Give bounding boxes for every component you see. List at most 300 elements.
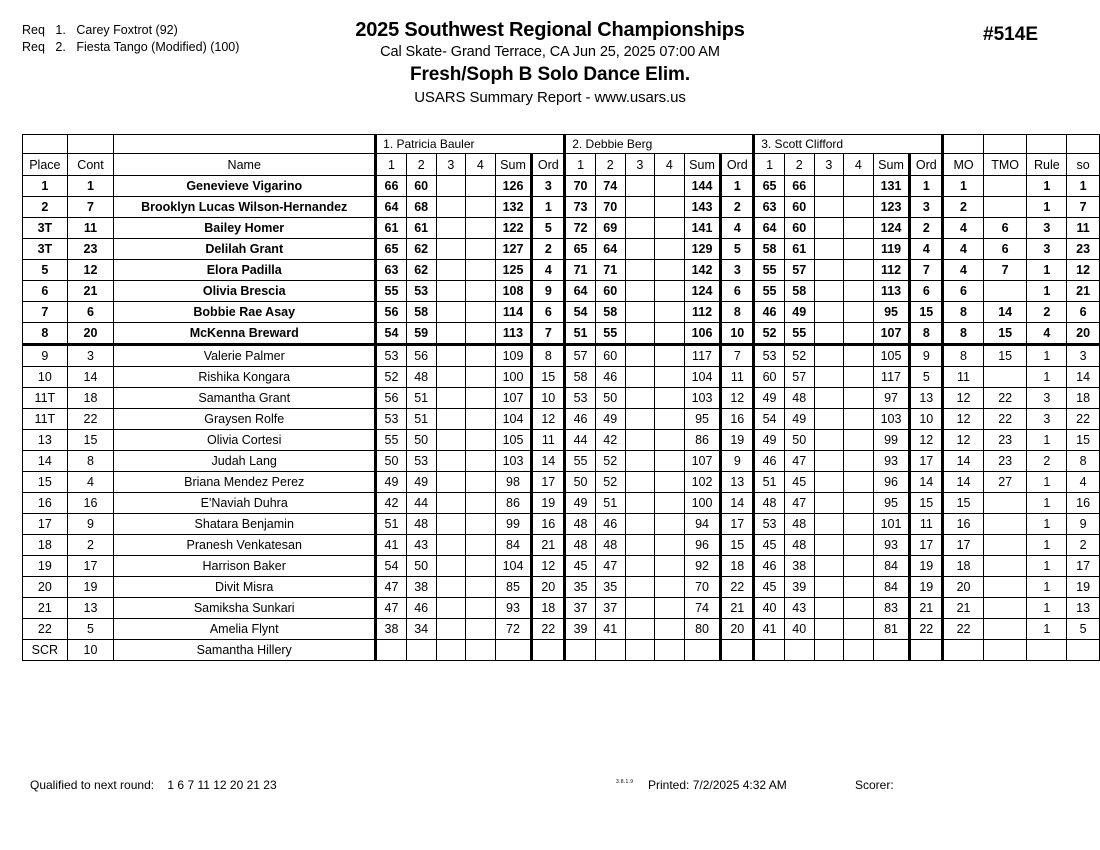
cell-j3-sum: 112	[873, 260, 910, 281]
cell-j1-sum: 93	[495, 598, 532, 619]
cell-j1-sum: 104	[495, 556, 532, 577]
cell-j2-ord: 22	[721, 577, 754, 598]
spacer-cell	[983, 135, 1027, 154]
table-row[interactable]	[23, 197, 1100, 218]
cell-j1-score4	[466, 598, 496, 619]
cell-j3-score1: 49	[754, 430, 785, 451]
cell-j3-sum: 123	[873, 197, 910, 218]
cell-j1-score3	[436, 556, 466, 577]
cell-cont: 15	[67, 430, 114, 451]
cell-j3-score4	[844, 472, 874, 493]
cell-j2-sum: 80	[684, 619, 721, 640]
cell-j3-score1: 54	[754, 409, 785, 430]
cell-j1-score2: 62	[406, 260, 436, 281]
cell-j2-score1: 53	[565, 388, 596, 409]
cell-j2-ord: 16	[721, 409, 754, 430]
cell-place: 18	[23, 535, 68, 556]
cell-j3-ord: 17	[910, 535, 943, 556]
cell-tmo	[983, 176, 1027, 197]
cell-j1-score3	[436, 323, 466, 345]
cell-j2-score2: 37	[595, 598, 625, 619]
table-row[interactable]	[23, 323, 1100, 345]
cell-j1-score2: 50	[406, 556, 436, 577]
table-row[interactable]	[23, 472, 1100, 493]
cell-j3-sum: 97	[873, 388, 910, 409]
cell-j2-score2: 48	[595, 535, 625, 556]
cell-tmo: 23	[983, 451, 1027, 472]
cell-j1-sum	[495, 640, 532, 661]
cell-mo: 12	[943, 388, 984, 409]
cell-j3-ord: 1	[910, 176, 943, 197]
cell-j3-score2: 48	[784, 514, 814, 535]
column-header-j1-sum: Sum	[495, 154, 532, 176]
cell-j3-sum: 107	[873, 323, 910, 345]
cell-j3-score2: 58	[784, 281, 814, 302]
cell-j1-ord: 5	[532, 218, 565, 239]
cell-j1-score3	[436, 619, 466, 640]
cell-j3-ord	[910, 640, 943, 661]
cell-j1-score3	[436, 640, 466, 661]
cell-j3-score2: 66	[784, 176, 814, 197]
cell-rule: 1	[1027, 281, 1067, 302]
table-row[interactable]	[23, 514, 1100, 535]
cell-j2-sum: 117	[684, 345, 721, 367]
cell-j1-sum: 114	[495, 302, 532, 323]
cell-rule: 1	[1027, 514, 1067, 535]
requirement-number: 2.	[55, 40, 66, 54]
cell-j1-score1: 55	[376, 281, 407, 302]
cell-j2-sum: 94	[684, 514, 721, 535]
cell-j3-ord: 14	[910, 472, 943, 493]
cell-tmo	[983, 367, 1027, 388]
cell-rule: 3	[1027, 218, 1067, 239]
cell-j1-score2: 53	[406, 451, 436, 472]
cell-j1-score2: 51	[406, 388, 436, 409]
cell-so: 3	[1067, 345, 1100, 367]
cell-place: 13	[23, 430, 68, 451]
cell-so: 18	[1067, 388, 1100, 409]
cell-tmo	[983, 577, 1027, 598]
cell-so: 20	[1067, 323, 1100, 345]
cell-place: 22	[23, 619, 68, 640]
cell-so: 21	[1067, 281, 1100, 302]
cell-j3-sum: 117	[873, 367, 910, 388]
cell-j2-score1: 71	[565, 260, 596, 281]
cell-mo: 15	[943, 493, 984, 514]
cell-j3-ord: 13	[910, 388, 943, 409]
cell-j2-score1: 65	[565, 239, 596, 260]
cell-j1-score4	[466, 451, 496, 472]
cell-j1-score4	[466, 409, 496, 430]
cell-j3-score1: 55	[754, 260, 785, 281]
cell-j3-score2	[784, 640, 814, 661]
table-row[interactable]	[23, 388, 1100, 409]
cell-j1-score1: 50	[376, 451, 407, 472]
cell-tmo: 23	[983, 430, 1027, 451]
table-row[interactable]	[23, 367, 1100, 388]
cell-j2-score1: 72	[565, 218, 596, 239]
cell-j1-score2: 60	[406, 176, 436, 197]
cell-j2-score1: 48	[565, 535, 596, 556]
table-row[interactable]	[23, 451, 1100, 472]
cell-so: 16	[1067, 493, 1100, 514]
cell-name: Bailey Homer	[114, 218, 376, 239]
cell-j1-sum: 113	[495, 323, 532, 345]
cell-j1-score3	[436, 367, 466, 388]
cell-j3-score1: 46	[754, 556, 785, 577]
table-row[interactable]	[23, 493, 1100, 514]
table-row[interactable]	[23, 619, 1100, 640]
cell-j3-score4	[844, 451, 874, 472]
cell-j1-score1: 54	[376, 323, 407, 345]
cell-j3-score1: 58	[754, 239, 785, 260]
cell-cont: 2	[67, 535, 114, 556]
spacer-cell	[67, 135, 114, 154]
table-row[interactable]	[23, 535, 1100, 556]
cell-tmo	[983, 598, 1027, 619]
event-title: Fresh/Soph B Solo Dance Elim.	[409, 64, 691, 85]
cell-j3-score4	[844, 640, 874, 661]
cell-place: 8	[23, 323, 68, 345]
cell-j3-score1: 48	[754, 493, 785, 514]
cell-mo: 2	[943, 197, 984, 218]
cell-mo: 8	[943, 302, 984, 323]
column-header-j2-s1: 1	[565, 154, 596, 176]
cell-mo: 17	[943, 535, 984, 556]
cell-so: 9	[1067, 514, 1100, 535]
cell-j1-score4	[466, 472, 496, 493]
cell-j2-ord: 19	[721, 430, 754, 451]
cell-place: 5	[23, 260, 68, 281]
cell-place: 11T	[23, 409, 68, 430]
cell-j2-score4	[655, 176, 685, 197]
cell-j1-score4	[466, 176, 496, 197]
cell-rule: 3	[1027, 409, 1067, 430]
cell-j1-score2: 62	[406, 239, 436, 260]
column-header-tmo: TMO	[983, 154, 1027, 176]
cell-j1-score2: 56	[406, 345, 436, 367]
event-number: #514E	[983, 24, 1038, 45]
cell-j3-score4	[844, 430, 874, 451]
cell-j2-sum: 103	[684, 388, 721, 409]
cell-j2-sum: 86	[684, 430, 721, 451]
cell-j3-score4	[844, 556, 874, 577]
cell-j3-score4	[844, 367, 874, 388]
cell-j2-ord: 21	[721, 598, 754, 619]
cell-j2-score3	[625, 367, 655, 388]
table-row[interactable]	[23, 430, 1100, 451]
column-header-j2-s4: 4	[655, 154, 685, 176]
cell-j1-score3	[436, 430, 466, 451]
cell-j1-score1: 64	[376, 197, 407, 218]
table-row[interactable]	[23, 640, 1100, 661]
cell-rule: 1	[1027, 493, 1067, 514]
cell-tmo	[983, 197, 1027, 218]
cell-j2-score1: 37	[565, 598, 596, 619]
cell-j1-sum: 125	[495, 260, 532, 281]
cell-j3-ord: 11	[910, 514, 943, 535]
cell-cont: 19	[67, 577, 114, 598]
cell-j1-score1: 42	[376, 493, 407, 514]
requirement-name: Fiesta Tango (Modified) (100)	[76, 40, 240, 54]
cell-cont: 5	[67, 619, 114, 640]
cell-j1-score2: 51	[406, 409, 436, 430]
cell-j1-score1: 54	[376, 556, 407, 577]
cell-j3-ord: 3	[910, 197, 943, 218]
cell-j1-ord: 8	[532, 345, 565, 367]
cell-cont: 12	[67, 260, 114, 281]
cell-j3-score3	[814, 260, 844, 281]
cell-j1-ord: 7	[532, 323, 565, 345]
cell-place: 21	[23, 598, 68, 619]
table-row[interactable]	[23, 281, 1100, 302]
cell-rule: 1	[1027, 556, 1067, 577]
cell-rule: 1	[1027, 367, 1067, 388]
cell-rule: 1	[1027, 260, 1067, 281]
cell-rule: 1	[1027, 535, 1067, 556]
cell-j2-score2: 69	[595, 218, 625, 239]
cell-j2-ord: 2	[721, 197, 754, 218]
cell-j3-sum: 113	[873, 281, 910, 302]
cell-j1-score2: 49	[406, 472, 436, 493]
cell-j3-score2: 47	[784, 493, 814, 514]
cell-j1-sum: 105	[495, 430, 532, 451]
cell-place: 7	[23, 302, 68, 323]
cell-rule: 1	[1027, 430, 1067, 451]
venue-datetime: Cal Skate- Grand Terrace, CA Jun 25, 2025 07:00 AM	[380, 44, 720, 60]
cell-j3-ord: 6	[910, 281, 943, 302]
cell-j3-score2: 61	[784, 239, 814, 260]
cell-j2-score4	[655, 493, 685, 514]
cell-j1-score4	[466, 535, 496, 556]
column-header-j1-s2: 2	[406, 154, 436, 176]
cell-j1-ord: 20	[532, 577, 565, 598]
column-header-j3-s3: 3	[814, 154, 844, 176]
cell-j3-score1: 46	[754, 451, 785, 472]
cell-j2-ord: 1	[721, 176, 754, 197]
cell-j2-score2: 52	[595, 472, 625, 493]
table-row[interactable]	[23, 176, 1100, 197]
cell-tmo: 22	[983, 409, 1027, 430]
cell-j3-sum: 83	[873, 598, 910, 619]
cell-j1-score3	[436, 514, 466, 535]
cell-j3-sum: 84	[873, 556, 910, 577]
cell-j3-score3	[814, 239, 844, 260]
column-header-j3-ord: Ord	[910, 154, 943, 176]
cell-j2-ord: 11	[721, 367, 754, 388]
cell-name: Pranesh Venkatesan	[114, 535, 376, 556]
cell-name: Bobbie Rae Asay	[114, 302, 376, 323]
cell-j1-score1: 41	[376, 535, 407, 556]
cell-tmo: 7	[983, 260, 1027, 281]
cell-mo: 6	[943, 281, 984, 302]
cell-j2-score4	[655, 535, 685, 556]
requirement-name: Carey Foxtrot (92)	[76, 23, 178, 37]
cell-j1-score1: 53	[376, 345, 407, 367]
cell-j3-score2: 57	[784, 260, 814, 281]
cell-j2-ord: 9	[721, 451, 754, 472]
cell-j2-ord: 13	[721, 472, 754, 493]
cell-j2-score3	[625, 535, 655, 556]
cell-j1-score3	[436, 598, 466, 619]
cell-j2-sum: 74	[684, 598, 721, 619]
qualified-line	[30, 778, 277, 792]
cell-j3-score4	[844, 323, 874, 345]
cell-j2-score1: 70	[565, 176, 596, 197]
cell-j3-score4	[844, 281, 874, 302]
cell-j1-score3	[436, 451, 466, 472]
cell-j1-score3	[436, 409, 466, 430]
cell-j3-score2: 50	[784, 430, 814, 451]
cell-so: 12	[1067, 260, 1100, 281]
cell-j1-sum: 132	[495, 197, 532, 218]
cell-j3-score2: 49	[784, 409, 814, 430]
requirement-tag: Req	[22, 23, 45, 37]
cell-j3-score2: 47	[784, 451, 814, 472]
cell-j2-score1: 73	[565, 197, 596, 218]
cell-j2-score3	[625, 197, 655, 218]
cell-tmo	[983, 493, 1027, 514]
cell-j3-score3	[814, 430, 844, 451]
cell-j3-score4	[844, 598, 874, 619]
cell-tmo: 6	[983, 239, 1027, 260]
cell-j3-score1: 55	[754, 281, 785, 302]
cell-j1-ord: 19	[532, 493, 565, 514]
cell-mo: 12	[943, 409, 984, 430]
table-row[interactable]	[23, 598, 1100, 619]
cell-j2-score4	[655, 302, 685, 323]
cell-j1-sum: 98	[495, 472, 532, 493]
cell-j3-score3	[814, 281, 844, 302]
cell-j3-score1: 49	[754, 388, 785, 409]
cell-tmo	[983, 281, 1027, 302]
cell-name: Briana Mendez Perez	[114, 472, 376, 493]
cell-j3-score2: 40	[784, 619, 814, 640]
cell-j1-score3	[436, 577, 466, 598]
cell-j2-score2: 41	[595, 619, 625, 640]
cell-name: Genevieve Vigarino	[114, 176, 376, 197]
cell-j1-sum: 100	[495, 367, 532, 388]
cell-j3-score2: 60	[784, 218, 814, 239]
cell-place: 6	[23, 281, 68, 302]
table-row[interactable]	[23, 260, 1100, 281]
cell-j2-sum: 144	[684, 176, 721, 197]
cell-j1-score1: 55	[376, 430, 407, 451]
cell-j3-ord: 17	[910, 451, 943, 472]
cell-j1-sum: 104	[495, 409, 532, 430]
cell-j1-score3	[436, 388, 466, 409]
cell-mo: 22	[943, 619, 984, 640]
cell-j1-sum: 107	[495, 388, 532, 409]
cell-name: Olivia Brescia	[114, 281, 376, 302]
cell-j3-score1	[754, 640, 785, 661]
cell-j1-score1: 56	[376, 302, 407, 323]
cell-name: Shatara Benjamin	[114, 514, 376, 535]
cell-j1-score2: 48	[406, 367, 436, 388]
cell-j3-score4	[844, 535, 874, 556]
table-row[interactable]	[23, 345, 1100, 367]
cell-rule	[1027, 640, 1067, 661]
cell-so: 6	[1067, 302, 1100, 323]
cell-j3-score4	[844, 302, 874, 323]
cell-j2-ord: 15	[721, 535, 754, 556]
cell-j3-sum: 93	[873, 451, 910, 472]
cell-mo: 16	[943, 514, 984, 535]
cell-j2-score1: 54	[565, 302, 596, 323]
cell-j2-score4	[655, 430, 685, 451]
cell-rule: 2	[1027, 451, 1067, 472]
cell-place: 11T	[23, 388, 68, 409]
cell-name: Samiksha Sunkari	[114, 598, 376, 619]
cell-j2-ord	[721, 640, 754, 661]
table-row[interactable]	[23, 239, 1100, 260]
cell-j2-score4	[655, 197, 685, 218]
cell-j3-score2: 39	[784, 577, 814, 598]
cell-j2-score1: 50	[565, 472, 596, 493]
table-row[interactable]	[23, 409, 1100, 430]
results-table	[22, 134, 1100, 661]
competition-title: 2025 Southwest Regional Championships	[355, 19, 745, 41]
cell-j3-sum: 95	[873, 493, 910, 514]
cell-j3-ord: 19	[910, 577, 943, 598]
cell-j2-score3	[625, 556, 655, 577]
cell-j3-sum: 101	[873, 514, 910, 535]
cell-j3-score1: 41	[754, 619, 785, 640]
cell-j2-ord: 14	[721, 493, 754, 514]
cell-place: 2	[23, 197, 68, 218]
cell-j2-score2: 70	[595, 197, 625, 218]
cell-j1-score4	[466, 345, 496, 367]
cell-j1-sum: 109	[495, 345, 532, 367]
cell-j2-score3	[625, 430, 655, 451]
cell-j2-score4	[655, 472, 685, 493]
column-header-j3-sum: Sum	[873, 154, 910, 176]
cell-j3-score4	[844, 409, 874, 430]
column-header-j1-s3: 3	[436, 154, 466, 176]
cell-j3-ord: 2	[910, 218, 943, 239]
cell-j1-score1: 53	[376, 409, 407, 430]
column-header-j3-s1: 1	[754, 154, 785, 176]
cell-name: Samantha Hillery	[114, 640, 376, 661]
cell-so: 22	[1067, 409, 1100, 430]
cell-place: 14	[23, 451, 68, 472]
cell-j1-ord: 12	[532, 409, 565, 430]
table-row[interactable]	[23, 577, 1100, 598]
cell-mo	[943, 640, 984, 661]
cell-j1-score4	[466, 323, 496, 345]
cell-j1-ord: 11	[532, 430, 565, 451]
cell-j2-score3	[625, 388, 655, 409]
requirement-number: 1.	[55, 23, 66, 37]
cell-name: Brooklyn Lucas Wilson-Hernandez	[114, 197, 376, 218]
table-row[interactable]	[23, 302, 1100, 323]
cell-j3-score3	[814, 367, 844, 388]
cell-j1-ord: 16	[532, 514, 565, 535]
cell-j2-score1: 46	[565, 409, 596, 430]
cell-j2-score3	[625, 239, 655, 260]
cell-j1-sum: 72	[495, 619, 532, 640]
spacer-cell	[1027, 135, 1067, 154]
cell-j3-score3	[814, 409, 844, 430]
table-row[interactable]	[23, 218, 1100, 239]
cell-j3-sum: 93	[873, 535, 910, 556]
table-row[interactable]	[23, 556, 1100, 577]
cell-j1-score3	[436, 281, 466, 302]
cell-j3-score1: 45	[754, 535, 785, 556]
cell-j2-score3	[625, 472, 655, 493]
column-header-name: Name	[114, 154, 376, 176]
cell-j1-score3	[436, 345, 466, 367]
